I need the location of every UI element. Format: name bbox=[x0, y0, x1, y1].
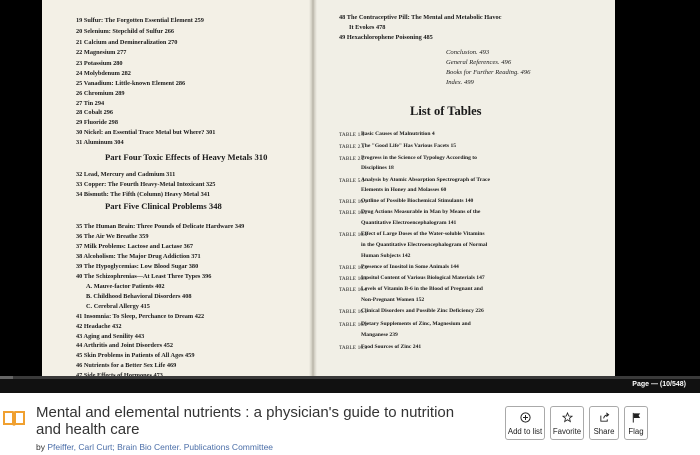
book-title: Mental and elemental nutrients : a physician's guide to nutrition and health care bbox=[36, 404, 455, 438]
table-entry: Levels of Vitamin B-6 in the Blood of Pregnant and bbox=[361, 286, 483, 292]
toc-entry: 21 Calcium and Demineralization 270 bbox=[76, 39, 178, 46]
toc-entry: 43 Aging and Senility 443 bbox=[76, 333, 145, 340]
table-entry: Dietary Supplements of Zinc, Magnesium and bbox=[361, 321, 471, 327]
toc-entry: 29 Fluoride 298 bbox=[76, 119, 118, 126]
by-prefix: by bbox=[36, 442, 45, 452]
table-entry: Manganese 239 bbox=[361, 332, 398, 338]
toc-entry: 35 The Human Brain: Three Pounds of Delicate Hardware 349 bbox=[76, 223, 245, 230]
toc-entry: 46 Nutrients for a Better Sex Life 469 bbox=[76, 362, 177, 369]
table-entry: in the Quantitative Electroencephalogram of Normal bbox=[361, 242, 488, 248]
toc-entry: 19 Sulfur: The Forgotten Essential Element 259 bbox=[76, 17, 204, 24]
table-entry: The "Good Life" Has Various Facets 15 bbox=[361, 143, 457, 149]
toc-entry: 36 The Air We Breathe 359 bbox=[76, 233, 149, 240]
toc-entry: 24 Molybdenum 282 bbox=[76, 70, 131, 77]
part-heading: Part Five Clinical Problems 348 bbox=[105, 201, 222, 211]
toc-entry: 20 Selenium: Stepchild of Sulfur 266 bbox=[76, 28, 175, 35]
table-number: TABLE 10.4 bbox=[339, 264, 368, 271]
progress-track[interactable] bbox=[0, 376, 700, 379]
right-page bbox=[313, 0, 615, 376]
table-entry: Human Subjects 142 bbox=[361, 253, 411, 259]
left-page bbox=[42, 0, 313, 376]
toc-entry: 26 Chromium 289 bbox=[76, 90, 125, 97]
share-button[interactable] bbox=[589, 406, 619, 440]
toc-entry: B. Childhood Behavioral Disorders 408 bbox=[86, 293, 192, 300]
table-entry: Non-Pregnant Women 152 bbox=[361, 297, 425, 303]
toc-entry: 30 Nickel: an Essential Trace Metal but Where? 301 bbox=[76, 129, 216, 136]
toc-entry: 39 The Hypoglycemias: Low Blood Sugar 380 bbox=[76, 263, 199, 270]
byline bbox=[36, 442, 273, 452]
table-number: TABLE 1.1 bbox=[339, 131, 365, 138]
table-number: TABLE 10.3 bbox=[339, 231, 368, 238]
toc-entry: 47 Side Effects of Hormones 473 bbox=[76, 372, 163, 376]
plus-circle-icon bbox=[506, 411, 544, 423]
favorite-button[interactable] bbox=[550, 406, 584, 440]
page-gutter bbox=[309, 0, 317, 376]
toc-entry: 25 Vanadium: Little-known Element 286 bbox=[76, 80, 186, 87]
table-entry: Basic Causes of Malnutrition 4 bbox=[361, 131, 435, 137]
toc-entry: 33 Copper: The Fourth Heavy-Metal Intoxicant 325 bbox=[76, 181, 216, 188]
table-number: TABLE 16.2 bbox=[339, 321, 368, 328]
share-icon bbox=[590, 411, 618, 423]
author-link[interactable]: Pfeiffer, Carl Curt; Brain Bio Center. Publications Committee bbox=[47, 442, 274, 452]
table-entry: Food Sources of Zinc 241 bbox=[361, 344, 422, 350]
add-to-list-button[interactable] bbox=[505, 406, 545, 440]
page-indicator: Page — (10/548) bbox=[632, 381, 686, 388]
toc-entry: A. Mauve-factor Patients 402 bbox=[86, 283, 165, 290]
back-matter-entry: General References. 496 bbox=[446, 59, 512, 66]
toc-entry: 37 Milk Problems: Lactose and Lactase 367 bbox=[76, 243, 194, 250]
table-number: TABLE 2.1 bbox=[339, 143, 365, 150]
toc-entry: 40 The Schizophrenias—At Least Three Types 396 bbox=[76, 273, 212, 280]
flag-label: Flag bbox=[628, 427, 644, 436]
table-entry: Outline of Possible Biochemical Stimulants 140 bbox=[361, 198, 474, 204]
viewer-toolbar bbox=[0, 376, 700, 393]
toc-entry: 48 The Contraceptive Pill: The Mental and Metabolic Havoc bbox=[339, 14, 502, 21]
toc-entry: 32 Lead, Mercury and Cadmium 311 bbox=[76, 171, 176, 178]
toc-entry: 27 Tin 294 bbox=[76, 100, 105, 107]
table-number: TABLE 16.3 bbox=[339, 344, 368, 351]
toc-entry: 45 Skin Problems in Patients of All Ages 459 bbox=[76, 352, 195, 359]
table-number: TABLE 10.1 bbox=[339, 198, 368, 205]
table-entry: Clinical Disorders and Possible Zinc Deficiency 226 bbox=[361, 308, 484, 314]
table-entry: Inositol Content of Various Biological Materials 147 bbox=[361, 275, 485, 281]
toc-entry: It Evokes 478 bbox=[349, 24, 386, 31]
table-entry: Quantitative Electroencephalogram 141 bbox=[361, 220, 457, 226]
toc-entry: 31 Aluminum 304 bbox=[76, 139, 124, 146]
back-matter-entry: Books for Further Reading. 496 bbox=[446, 69, 531, 76]
part-heading: Part Four Toxic Effects of Heavy Metals 310 bbox=[105, 152, 268, 162]
toc-entry: 23 Potassium 280 bbox=[76, 60, 123, 67]
flag-icon bbox=[625, 411, 647, 423]
table-number: TABLE 10.6 bbox=[339, 286, 368, 293]
add-to-list-label: Add to list bbox=[507, 427, 543, 436]
item-info bbox=[0, 393, 700, 455]
favorite-label: Favorite bbox=[552, 427, 582, 436]
toc-entry: 42 Headache 432 bbox=[76, 323, 122, 330]
table-number: TABLE 16.1 bbox=[339, 308, 368, 315]
table-number: TABLE 5.1 bbox=[339, 177, 365, 184]
table-number: TABLE 10.5 bbox=[339, 275, 368, 282]
toc-entry: 49 Hexachlorophene Poisoning 485 bbox=[339, 34, 433, 41]
back-matter-entry: Index. 499 bbox=[446, 79, 474, 86]
share-label: Share bbox=[593, 427, 615, 436]
back-matter-entry: Conclusion. 493 bbox=[446, 49, 490, 56]
toc-entry: 38 Alcoholism: The Major Drug Addiction 371 bbox=[76, 253, 201, 260]
toc-entry: 44 Arthritis and Joint Disorders 452 bbox=[76, 342, 174, 349]
table-number: TABLE 10.2 bbox=[339, 209, 368, 216]
flag-button[interactable] bbox=[624, 406, 648, 440]
toc-entry: 28 Cobalt 296 bbox=[76, 109, 114, 116]
toc-entry: 22 Magnesium 277 bbox=[76, 49, 127, 56]
toc-entry: 34 Bismuth: The Fifth (Column) Heavy Metal 341 bbox=[76, 191, 211, 198]
table-entry: Presence of Inositol in Some Animals 144 bbox=[361, 264, 459, 270]
star-icon bbox=[551, 411, 583, 423]
progress-fill bbox=[0, 376, 13, 379]
table-entry: Progress in the Science of Typology According to bbox=[361, 155, 477, 161]
list-of-tables-title: List of Tables bbox=[410, 104, 482, 118]
book-icon bbox=[2, 409, 26, 427]
table-entry: Drug Actions Measurable in Man by Means of the bbox=[361, 209, 481, 215]
table-entry: Analysis by Atomic Absorption Spectrograph of Trace bbox=[361, 177, 490, 183]
table-number: TABLE 2.2 bbox=[339, 155, 365, 162]
table-entry: Elements in Honey and Molasses 60 bbox=[361, 187, 447, 193]
toc-entry: 41 Insomnia: To Sleep, Perchance to Dream 422 bbox=[76, 313, 205, 320]
toc-entry: C. Cerebral Allergy 415 bbox=[86, 303, 150, 310]
table-entry: Effect of Large Doses of the Water-soluble Vitamins bbox=[361, 231, 485, 237]
table-entry: Disciplines 18 bbox=[361, 165, 394, 171]
